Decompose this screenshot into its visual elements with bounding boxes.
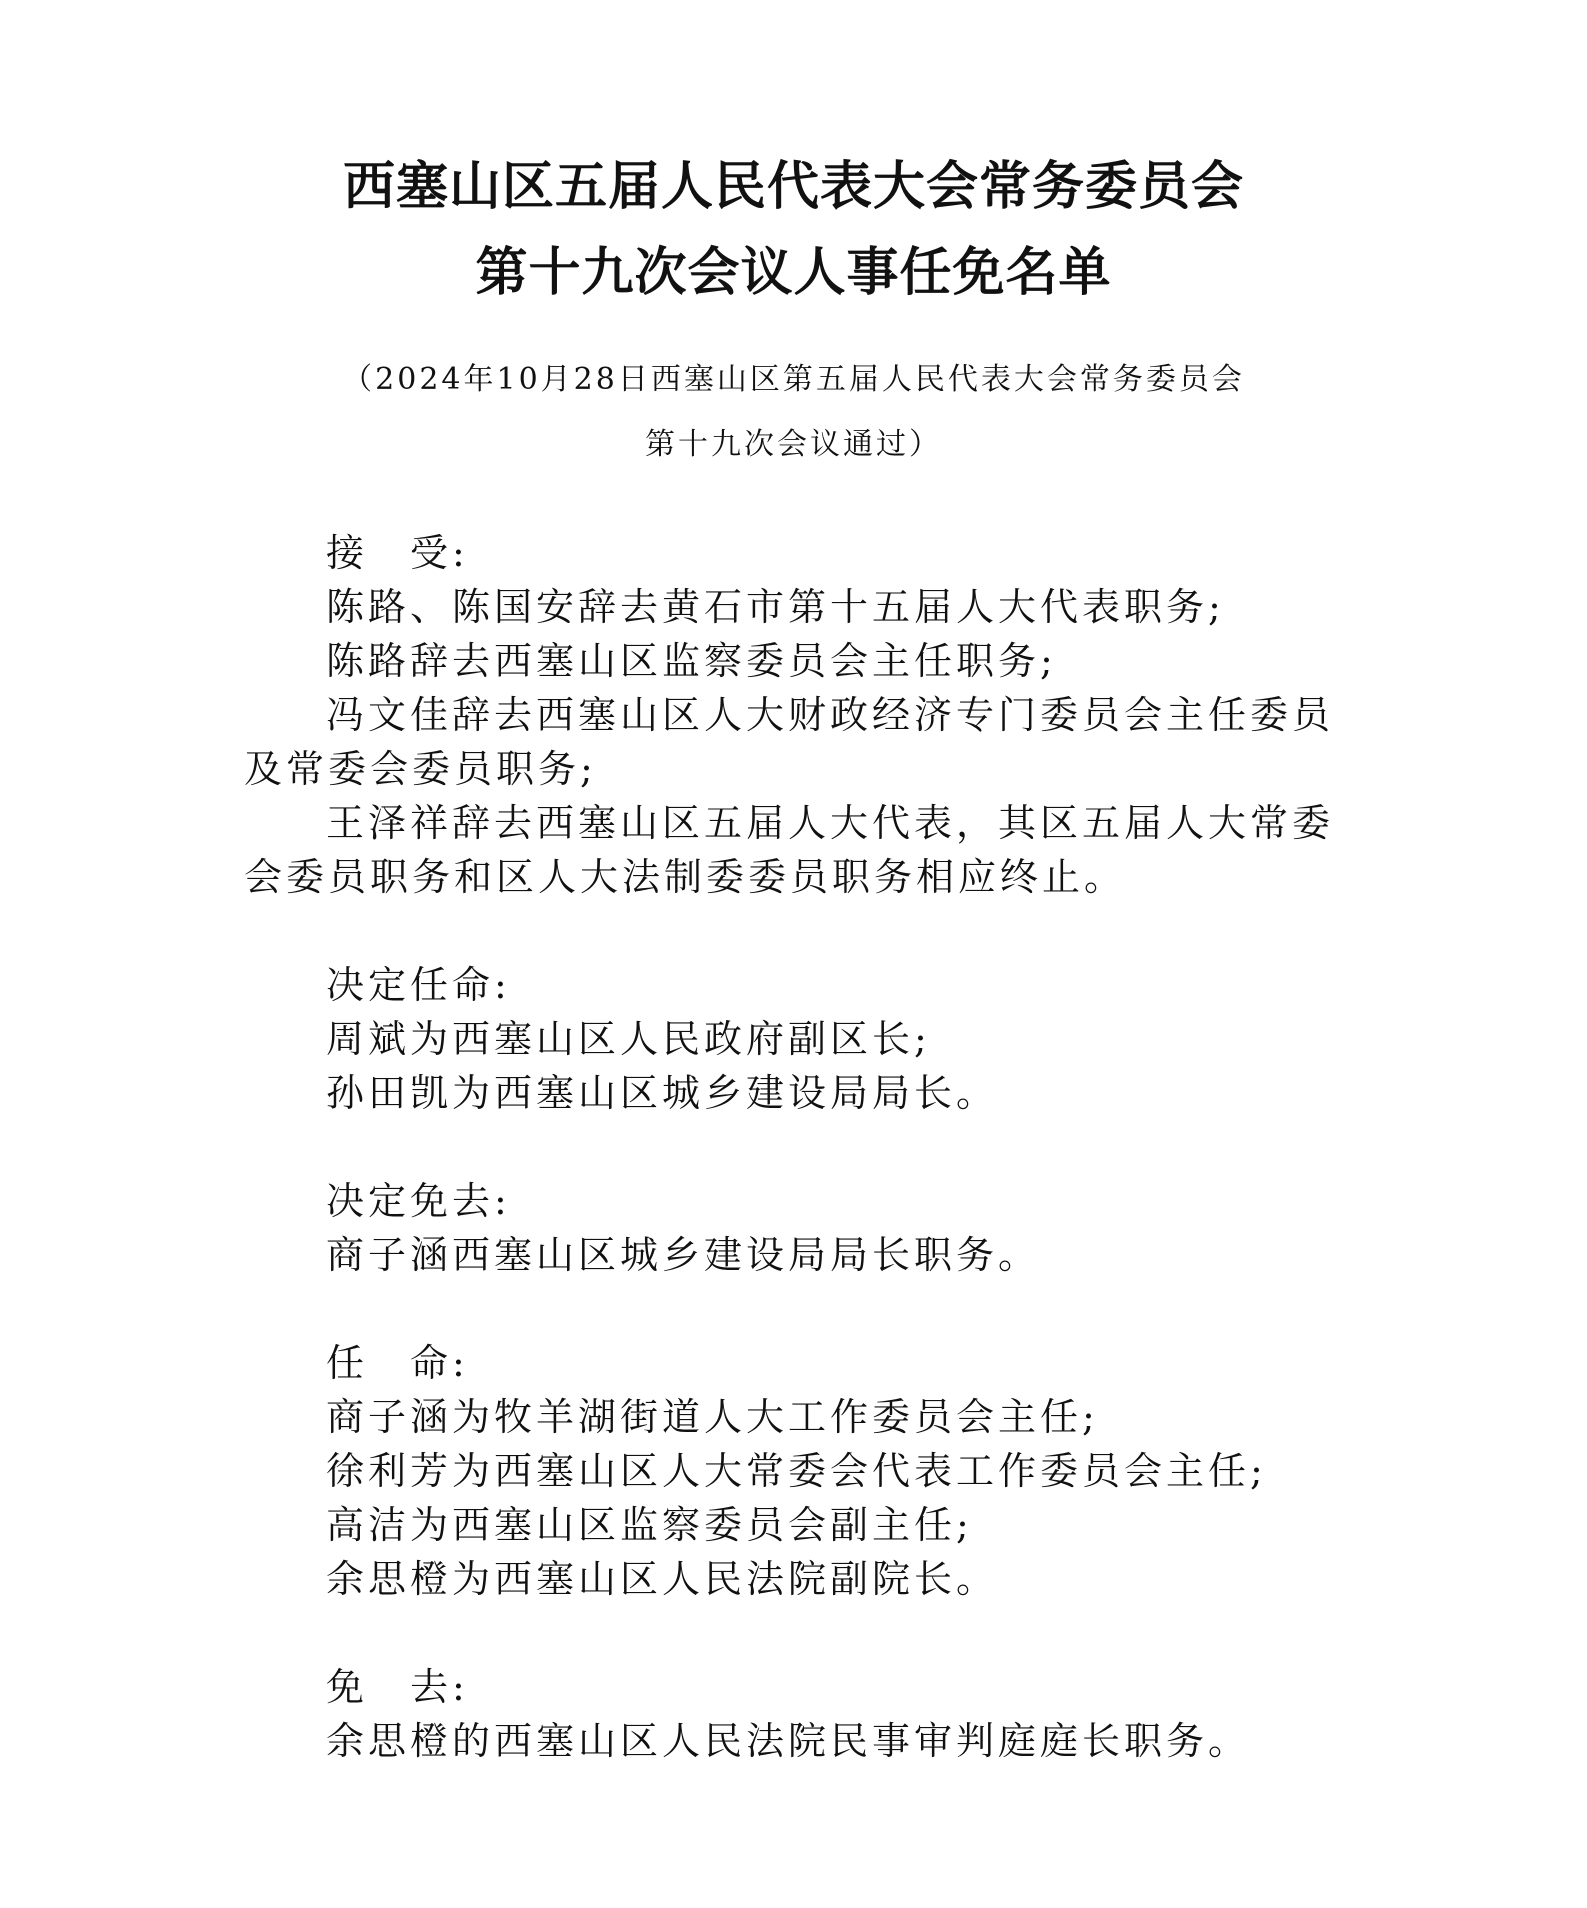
list-item: 高洁为西塞山区监察委员会副主任;: [326, 1503, 973, 1547]
section-heading: 决定免去:: [326, 1179, 511, 1223]
list-item: 陈路、陈国安辞去黄石市第十五届人大代表职务;: [326, 585, 1225, 629]
list-item: 商子涵为牧羊湖街道人大工作委员会主任;: [326, 1395, 1099, 1439]
section-heading: 接 受:: [326, 531, 469, 575]
document-title-line-2: 第十九次会议人事任免名单: [475, 243, 1112, 303]
section-heading: 决定任命:: [326, 963, 511, 1007]
section-decide-appoint: [244, 958, 1344, 1120]
list-item: 陈路辞去西塞山区监察委员会主任职务;: [326, 639, 1057, 683]
list-item: 商子涵西塞山区城乡建设局局长职务。: [326, 1233, 1041, 1277]
document-subtitle-line-2: 第十九次会议通过）: [645, 427, 942, 462]
list-item: 王泽祥辞去西塞山区五届人大代表，其区五届人大常委会委员职务和区人大法制委委员职务相应终止。: [244, 801, 1335, 899]
section-heading: 任 命:: [326, 1341, 469, 1385]
list-item: 孙田凯为西塞山区城乡建设局局长。: [326, 1071, 999, 1115]
list-item: 余思橙的西塞山区人民法院民事审判庭庭长职务。: [326, 1719, 1251, 1763]
list-item: 余思橙为西塞山区人民法院副院长。: [326, 1557, 999, 1601]
section-accept: [244, 526, 1344, 904]
list-item: 徐利芳为西塞山区人大常委会代表工作委员会主任;: [326, 1449, 1267, 1493]
section-heading: 免 去:: [326, 1665, 469, 1709]
list-item: 冯文佳辞去西塞山区人大财政经济专门委员会主任委员及常委会委员职务;: [244, 693, 1335, 791]
section-appoint: [244, 1336, 1344, 1606]
document-body: [244, 526, 1344, 1768]
list-item: 周斌为西塞山区人民政府副区长;: [326, 1017, 931, 1061]
document-title-line-1: 西塞山区五届人民代表大会常务委员会: [342, 157, 1244, 217]
section-remove: [244, 1660, 1344, 1768]
section-decide-remove: [244, 1174, 1344, 1282]
document-subtitle-line-1: （2024年10月28日西塞山区第五届人民代表大会常务委员会: [342, 362, 1245, 397]
